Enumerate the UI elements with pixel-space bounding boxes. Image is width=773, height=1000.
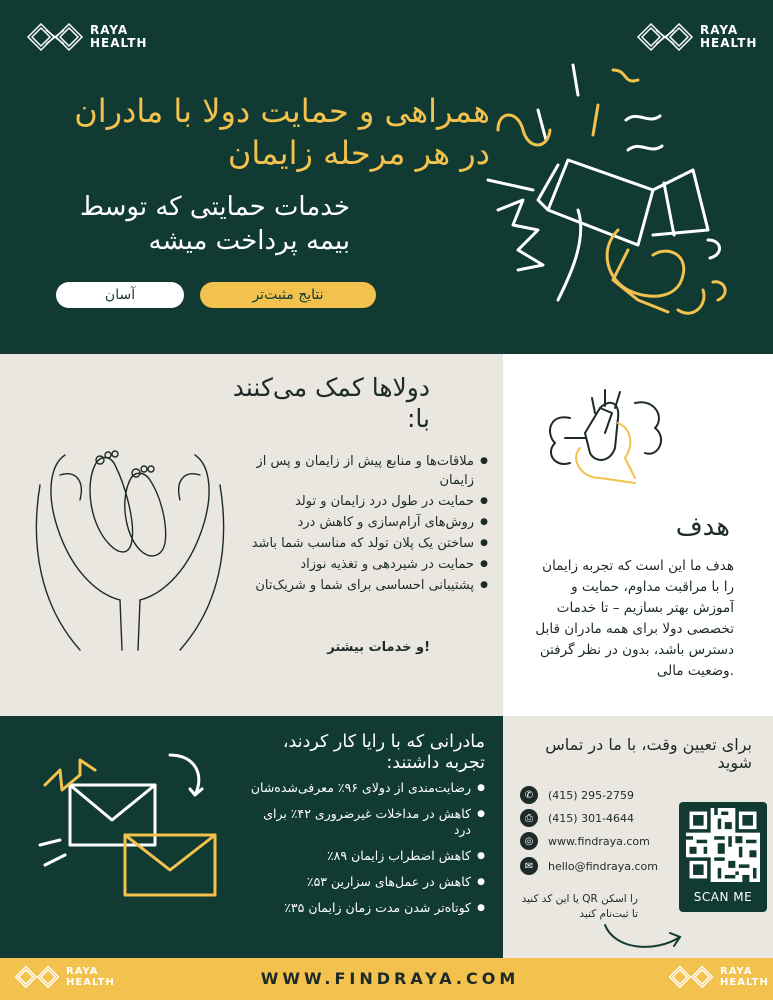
list-item: ● کاهش اضطراب زایمان ۸۹٪ xyxy=(250,848,485,864)
high-five-hands-icon xyxy=(540,378,670,493)
list-item: ● کاهش در عمل‌های سزارین ۵۳٪ xyxy=(250,874,485,890)
brand-name-line1: RAYA xyxy=(66,966,99,977)
doula-help-list xyxy=(248,452,488,597)
curved-arrow-icon xyxy=(600,915,690,955)
contact-fax-row[interactable] xyxy=(520,808,685,828)
qr-code-icon[interactable] xyxy=(686,808,760,882)
results-list xyxy=(250,780,485,926)
logo-knot-icon xyxy=(668,963,714,991)
scan-me-label: SCAN ME xyxy=(693,890,753,904)
logo-knot-icon xyxy=(636,20,694,54)
list-item: ● ساختن یک پلان تولد که مناسب شما باشد xyxy=(248,534,488,553)
pill-better-results: نتایج مثبت‌تر xyxy=(200,282,376,308)
contact-heading: برای تعیین وقت، با ما در تماس شوید xyxy=(545,735,752,772)
list-item: ● کوتاه‌تر شدن مدت زمان زایمان ۳۵٪ xyxy=(250,900,485,916)
brand-name-line1: RAYA xyxy=(720,966,753,977)
results-heading: مادرانی که با رایا کار کردند، تجربه داشتند: xyxy=(282,732,485,773)
scan-instruction: را اسکن QR یا این کد کنید تا ثبت‌نام کنید xyxy=(521,893,638,920)
email-icon: ✉ xyxy=(520,857,538,875)
brand-logo-left xyxy=(26,20,147,54)
goal-text: هدف ما این است که تجربه زایمان را با مراقبت مداوم، حمایت و آموزش بهتر بسازیم – تا خدمات تخصصی دولا برای همه مادران قابل دسترس باشد، بدون در نظر گرفتن .وضعیت مالی xyxy=(535,558,734,679)
list-item: ● ملاقات‌ها و منابع پیش از زایمان و پس از زایمان xyxy=(248,452,488,490)
page-subtitle: خدمات حمایتی که توسط بیمه پرداخت میشه xyxy=(79,192,350,256)
logo-knot-icon xyxy=(14,963,60,991)
brand-name-line1: RAYA xyxy=(90,23,129,37)
brand-logo-right xyxy=(636,20,757,54)
list-item: ● کاهش در مداخلات غیرضروری ۴۲٪ برای درد xyxy=(250,806,485,838)
envelopes-icon xyxy=(30,745,230,905)
page-title: همراهی و حمایت دولا با مادران در هر مرحله زایمان xyxy=(74,92,490,172)
list-item: ● حمایت در طول درد زایمان و تولد xyxy=(248,492,488,511)
phone-icon: ✆ xyxy=(520,786,538,804)
brand-name-line1: RAYA xyxy=(700,23,739,37)
footer-website[interactable]: WWW.FINDRAYA.COM xyxy=(260,969,520,988)
fax-number[interactable]: (415) 301-4644 xyxy=(548,811,635,825)
more-services-text: !و خدمات بیشتر xyxy=(327,640,430,655)
list-item: ● پشتیبانی احساسی برای شما و شریک‌تان xyxy=(248,576,488,595)
website-link[interactable]: www.findraya.com xyxy=(548,834,650,848)
footer-logo-right xyxy=(668,963,769,991)
phone-number[interactable]: (415) 295-2759 xyxy=(548,788,635,802)
doula-help-heading: دولاها کمک می‌کنند با: xyxy=(232,373,430,433)
contact-web-row[interactable] xyxy=(520,831,685,851)
pill-easy: آسان xyxy=(56,282,184,308)
email-link[interactable]: hello@findraya.com xyxy=(548,859,658,873)
contact-email-row[interactable] xyxy=(520,856,685,876)
fax-icon: ⎙ xyxy=(520,809,538,827)
brand-name-line2: HEALTH xyxy=(700,36,758,50)
goal-heading: هدف xyxy=(675,512,730,542)
brand-name-line2: HEALTH xyxy=(90,36,148,50)
list-item: ● روش‌های آرام‌سازی و کاهش درد xyxy=(248,513,488,532)
list-item: ● حمایت در شیردهی و تغذیه نوزاد xyxy=(248,555,488,574)
globe-icon: ◎ xyxy=(520,832,538,850)
brand-name-line2: HEALTH xyxy=(720,977,769,988)
footer-logo-left xyxy=(14,963,115,991)
megaphone-icon xyxy=(478,50,738,340)
hands-baby-feet-icon xyxy=(20,425,240,655)
brand-name-line2: HEALTH xyxy=(66,977,115,988)
logo-knot-icon xyxy=(26,20,84,54)
contact-phone-row[interactable] xyxy=(520,785,685,805)
list-item: ● رضایت‌مندی از دولای ۹۶٪ معرفی‌شده‌شان xyxy=(250,780,485,796)
